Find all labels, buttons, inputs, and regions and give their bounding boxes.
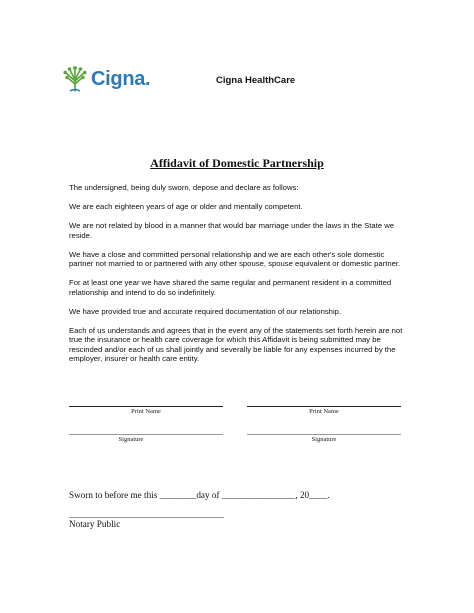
paragraph: We have a close and committed personal relationship and we are each other's sole domestic partner not married to or partnered with any other spouse, spouse equivalent or domestic partner.: [69, 249, 401, 269]
paragraph: For at least one year we have shared the same regular and permanent resident in a committed relationship and intend to do so indefinitely.: [69, 278, 392, 297]
paragraph: We are not related by blood in a manner that would bar marriage under the laws in the State we reside.: [69, 220, 395, 240]
tree-of-life-icon: [62, 64, 88, 94]
cigna-logo: [62, 64, 150, 94]
company-name: Cigna HealthCare: [216, 75, 296, 86]
paragraph: We are each eighteen years of age or older and mentally competent.: [69, 201, 303, 211]
notary-public-label: Notary Public: [69, 519, 121, 529]
right-print-name-line[interactable]: [247, 406, 401, 407]
document-title: Affidavit of Domestic Partnership: [150, 156, 324, 170]
paragraph: The undersigned, being duly sworn, depose and declare as follows:: [69, 183, 299, 192]
notary-signature-line[interactable]: [69, 517, 224, 518]
document-header: [62, 64, 422, 104]
left-print-name-line[interactable]: [69, 406, 223, 407]
affidavit-body: [69, 183, 409, 373]
paragraph: We have provided true and accurate required documentation of our relationship.: [69, 306, 342, 316]
logo-wordmark: Cigna.: [91, 67, 151, 90]
left-signature-line[interactable]: [69, 434, 223, 435]
right-print-name-label: Print Name: [309, 408, 339, 415]
right-signature-line[interactable]: [247, 434, 401, 435]
sworn-statement: Sworn to before me this ________day of ________________, 20____.: [69, 490, 330, 500]
left-print-name-label: Print Name: [131, 408, 161, 415]
left-signature-label: Signature: [118, 436, 144, 443]
right-signature-label: Signature: [311, 436, 337, 443]
paragraph: Each of us understands and agrees that in the event any of the statements set forth herein are not true the insurance or health care coverage for which this Affidavit is being submitted may be rescinded and/or each of us shall jointly and severally be liable for any expenses incurred by the employer, insurer or health care entity.: [69, 325, 403, 364]
